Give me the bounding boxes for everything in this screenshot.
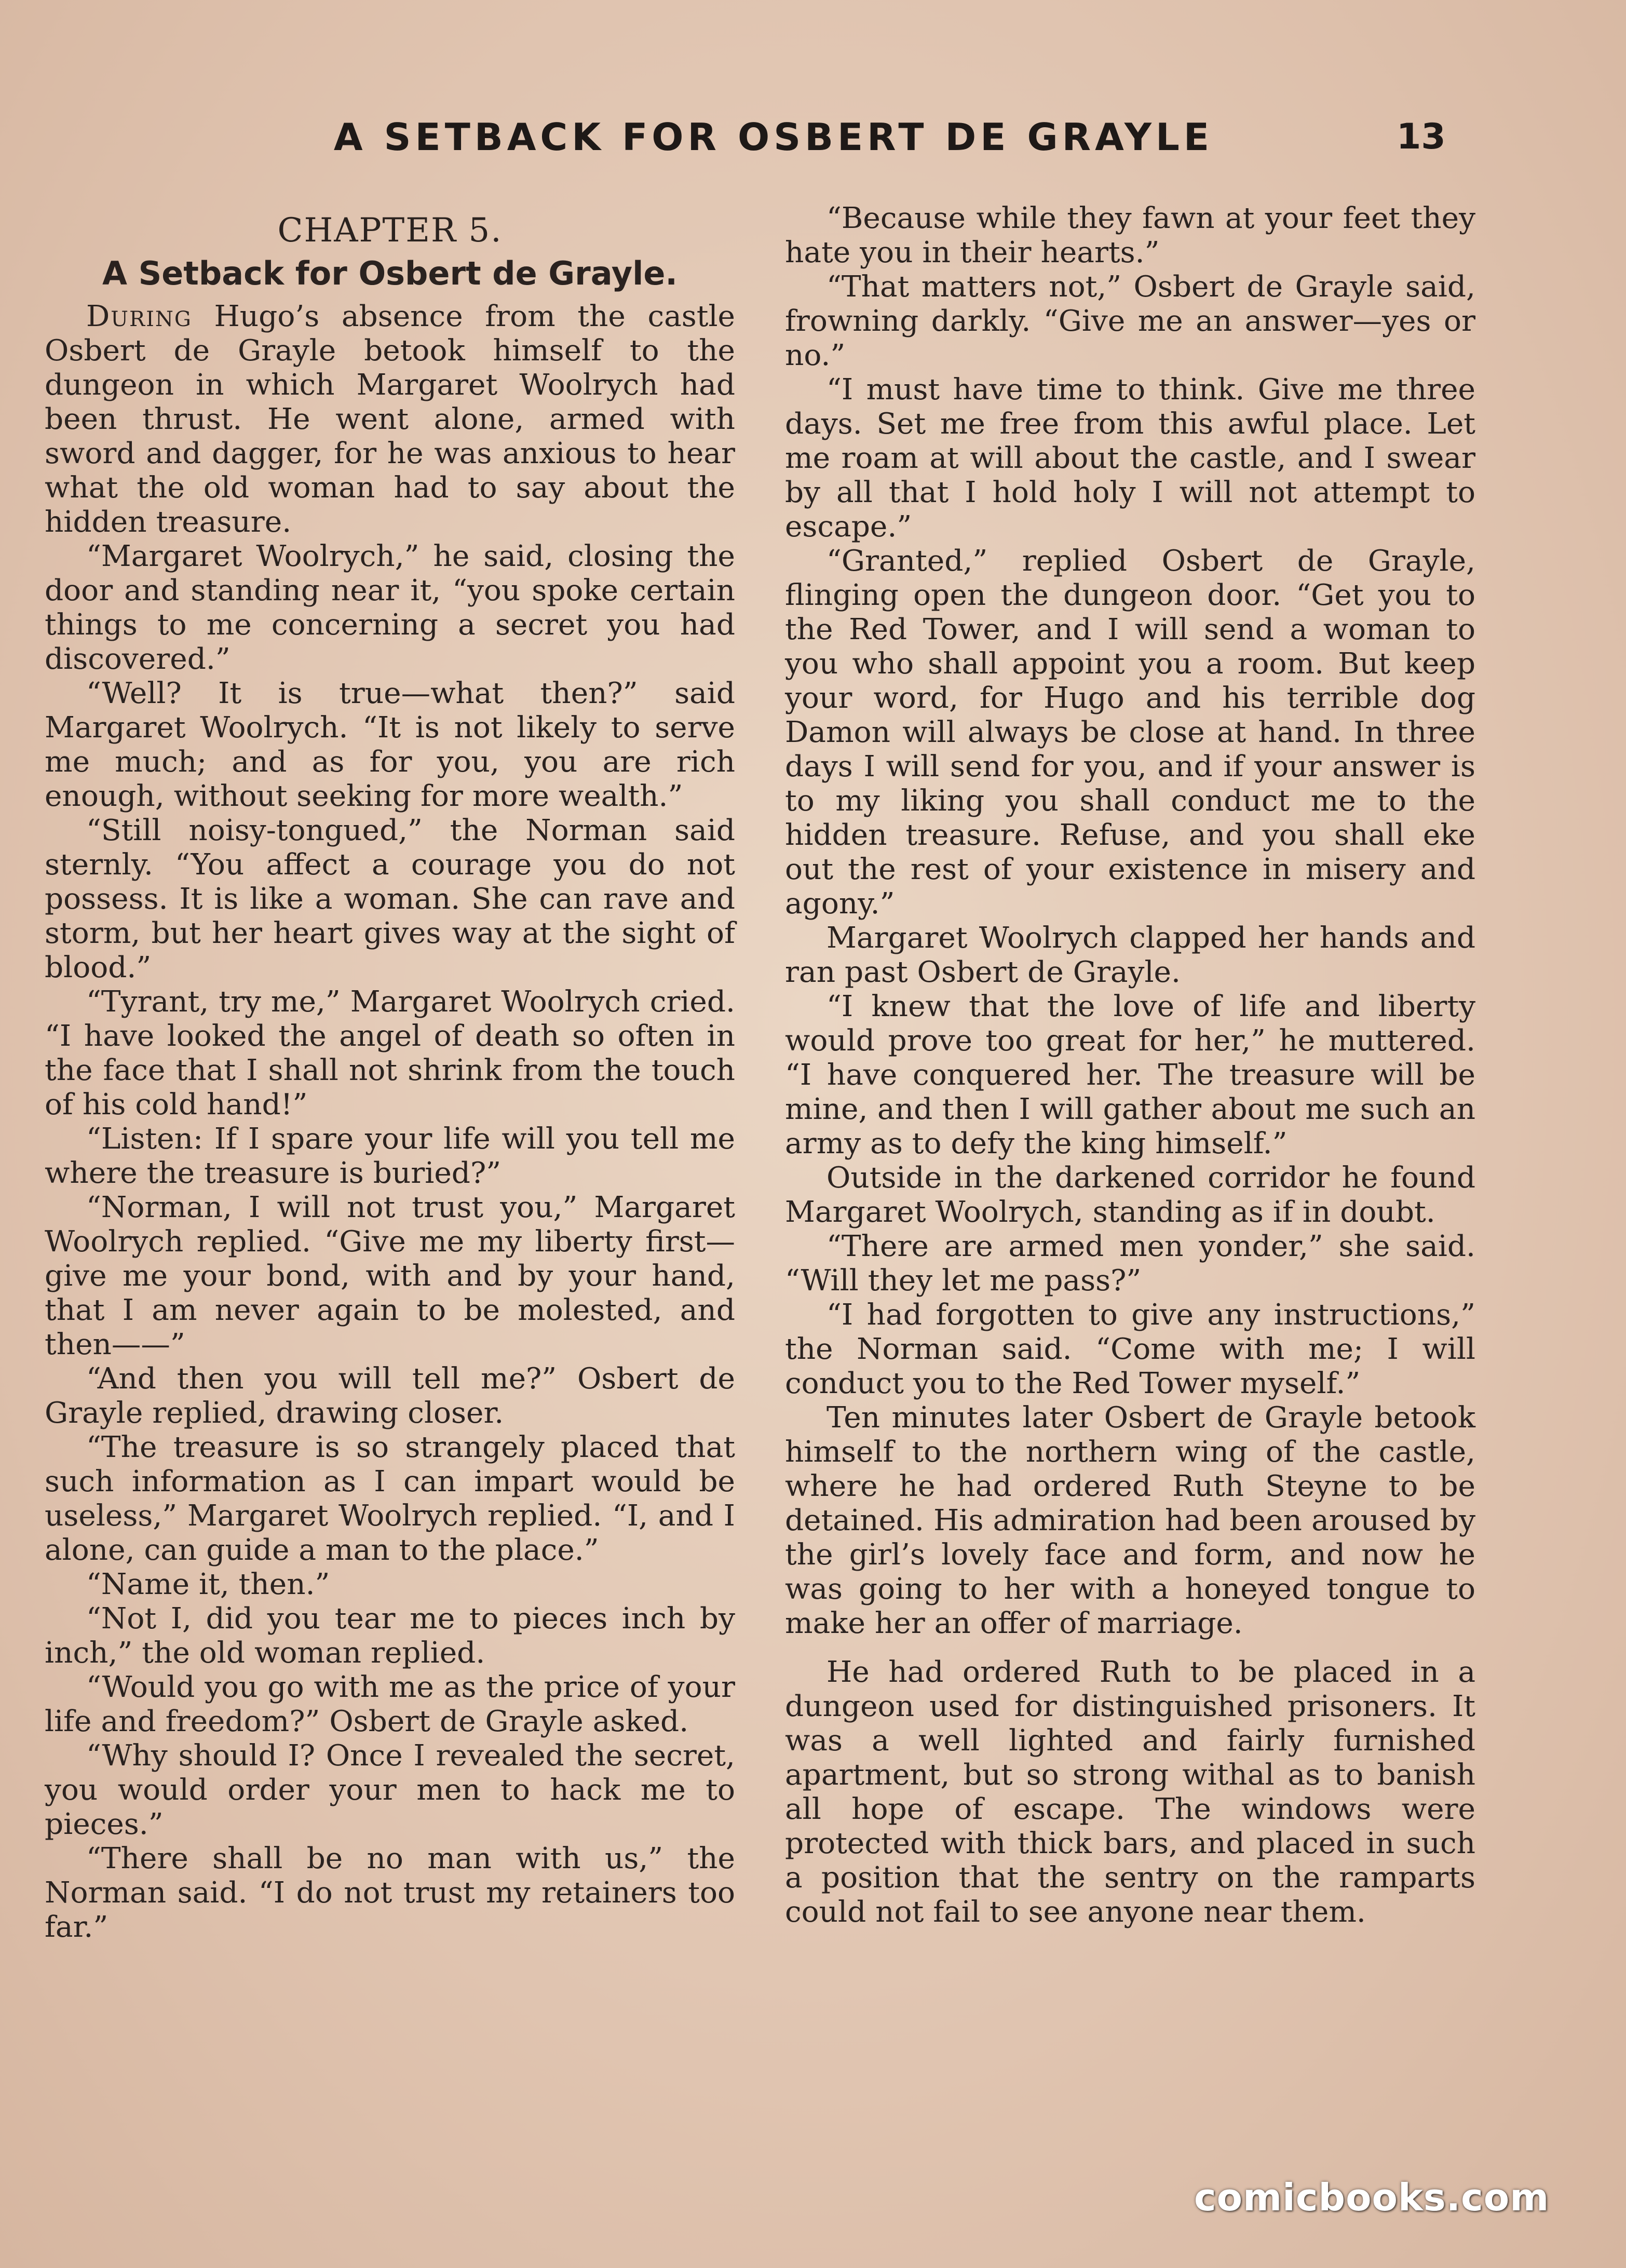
paragraph: “Norman, I will not trust you,” Margaret Woolrych replied. “Give me my liberty first—give me your bond, with and by your hand, that I am never again to be molested, and then——” [45, 1191, 735, 1361]
paragraph: “Tyrant, try me,” Margaret Woolrych cried. “I have looked the angel of death so often in the face that I shall not shrink from the touch of his cold hand!” [45, 985, 735, 1122]
paragraph: “Listen: If I spare your life will you tell me where the treasure is buried?” [45, 1122, 735, 1190]
page-number: 13 [1397, 116, 1446, 157]
paragraph: Margaret Woolrych clapped her hands and ran past Osbert de Grayle. [785, 921, 1475, 989]
paragraph: “Still noisy-tongued,” the Norman said sternly. “You affect a courage you do not possess. It is like a woman. She can rave and storm, but her heart gives way at the sight of blood.” [45, 814, 735, 984]
paragraph: “Granted,” replied Osbert de Grayle, flinging open the dungeon door. “Get you to the Red Tower, and I will send a woman to you who shall appoint you a room. But keep your word, for Hugo and his terrible dog Damon will always be close at hand. In three days I will send for you, and if your answer is to my liking you shall conduct me to the hidden treasure. Refuse, and you shall eke out the rest of your existence in misery and agony.” [785, 544, 1475, 921]
running-title: A SETBACK FOR OSBERT DE GRAYLE [333, 115, 1214, 159]
dropcap-word: During [86, 300, 192, 333]
paragraph: “That matters not,” Osbert de Grayle said, frowning darkly. “Give me an answer—yes or no.” [785, 270, 1475, 372]
paragraph: Ten minutes later Osbert de Grayle betook himself to the northern wing of the castle, where he had ordered Ruth Steyne to be detained. His admiration had been aroused by the girl’s lovely face and form, and now he was going to her with a honeyed tongue to make her an offer of marriage. [785, 1401, 1475, 1640]
paragraph: “Why should I? Once I revealed the secret, you would order your men to hack me to pieces.” [45, 1739, 735, 1841]
paragraph: “I knew that the love of life and liberty would prove too great for her,” he muttered. “I have conquered her. The treasure will be mine, and then I will gather about me such an army as to defy the king himself.” [785, 990, 1475, 1160]
paragraph [45, 300, 735, 539]
paragraph: “Because while they fawn at your feet they hate you in their hearts.” [785, 201, 1475, 269]
chapter-heading: CHAPTER 5. [277, 211, 503, 250]
paragraph: “Margaret Woolrych,” he said, closing the door and standing near it, “you spoke certain things to me concerning a secret you had discovered.” [45, 539, 735, 676]
paragraph: “Name it, then.” [86, 1568, 330, 1601]
right-column [785, 201, 1475, 1929]
paragraph: Outside in the darkened corridor he found Margaret Woolrych, standing as if in doubt. [785, 1161, 1475, 1229]
paragraph: “Well? It is true—what then?” said Margaret Woolrych. “It is not likely to serve me much; and as for you, you are rich enough, without seeking for more wealth.” [45, 677, 735, 813]
watermark: comicbooks.com [1194, 2176, 1550, 2219]
paragraph: “There are armed men yonder,” she said. “Will they let me pass?” [785, 1230, 1475, 1298]
paragraph: “The treasure is so strangely placed that such information as I can impart would be useless,” Margaret Woolrych replied. “I, and I alone, can guide a man to the place.” [45, 1430, 735, 1567]
paragraph-text: Hugo’s absence from the castle Osbert de Grayle betook himself to the dungeon in which Margaret Woolrych had been thrust. He went alone, armed with sword and dagger, for he was anxious to hear what the old woman had to say about the hidden treasure. [45, 300, 735, 539]
paragraph: “Not I, did you tear me to pieces inch by inch,” the old woman replied. [45, 1602, 735, 1670]
paragraph: “Would you go with me as the price of your life and freedom?” Osbert de Grayle asked. [45, 1670, 735, 1738]
page-header [0, 115, 1626, 172]
paragraph: He had ordered Ruth to be placed in a dungeon used for distinguished prisoners. It was a well lighted and fairly furnished apartment, but so strong withal as to banish all hope of escape. The windows were protected with thick bars, and placed in such a position that the sentry on the ramparts could not fail to see anyone near them. [785, 1655, 1475, 1929]
left-column [45, 205, 735, 1945]
chapter-title: A Setback for Osbert de Grayle. [102, 254, 678, 292]
paragraph: “There shall be no man with us,” the Norman said. “I do not trust my retainers too far.” [45, 1842, 735, 1944]
paragraph: “And then you will tell me?” Osbert de Grayle replied, drawing closer. [45, 1362, 735, 1430]
paragraph: “I must have time to think. Give me three days. Set me free from this awful place. Let me roam at will about the castle, and I swear by all that I hold holy I will not attempt to escape.” [785, 373, 1475, 544]
paragraph: “I had forgotten to give any instructions,” the Norman said. “Come with me; I will conduct you to the Red Tower myself.” [785, 1298, 1475, 1400]
